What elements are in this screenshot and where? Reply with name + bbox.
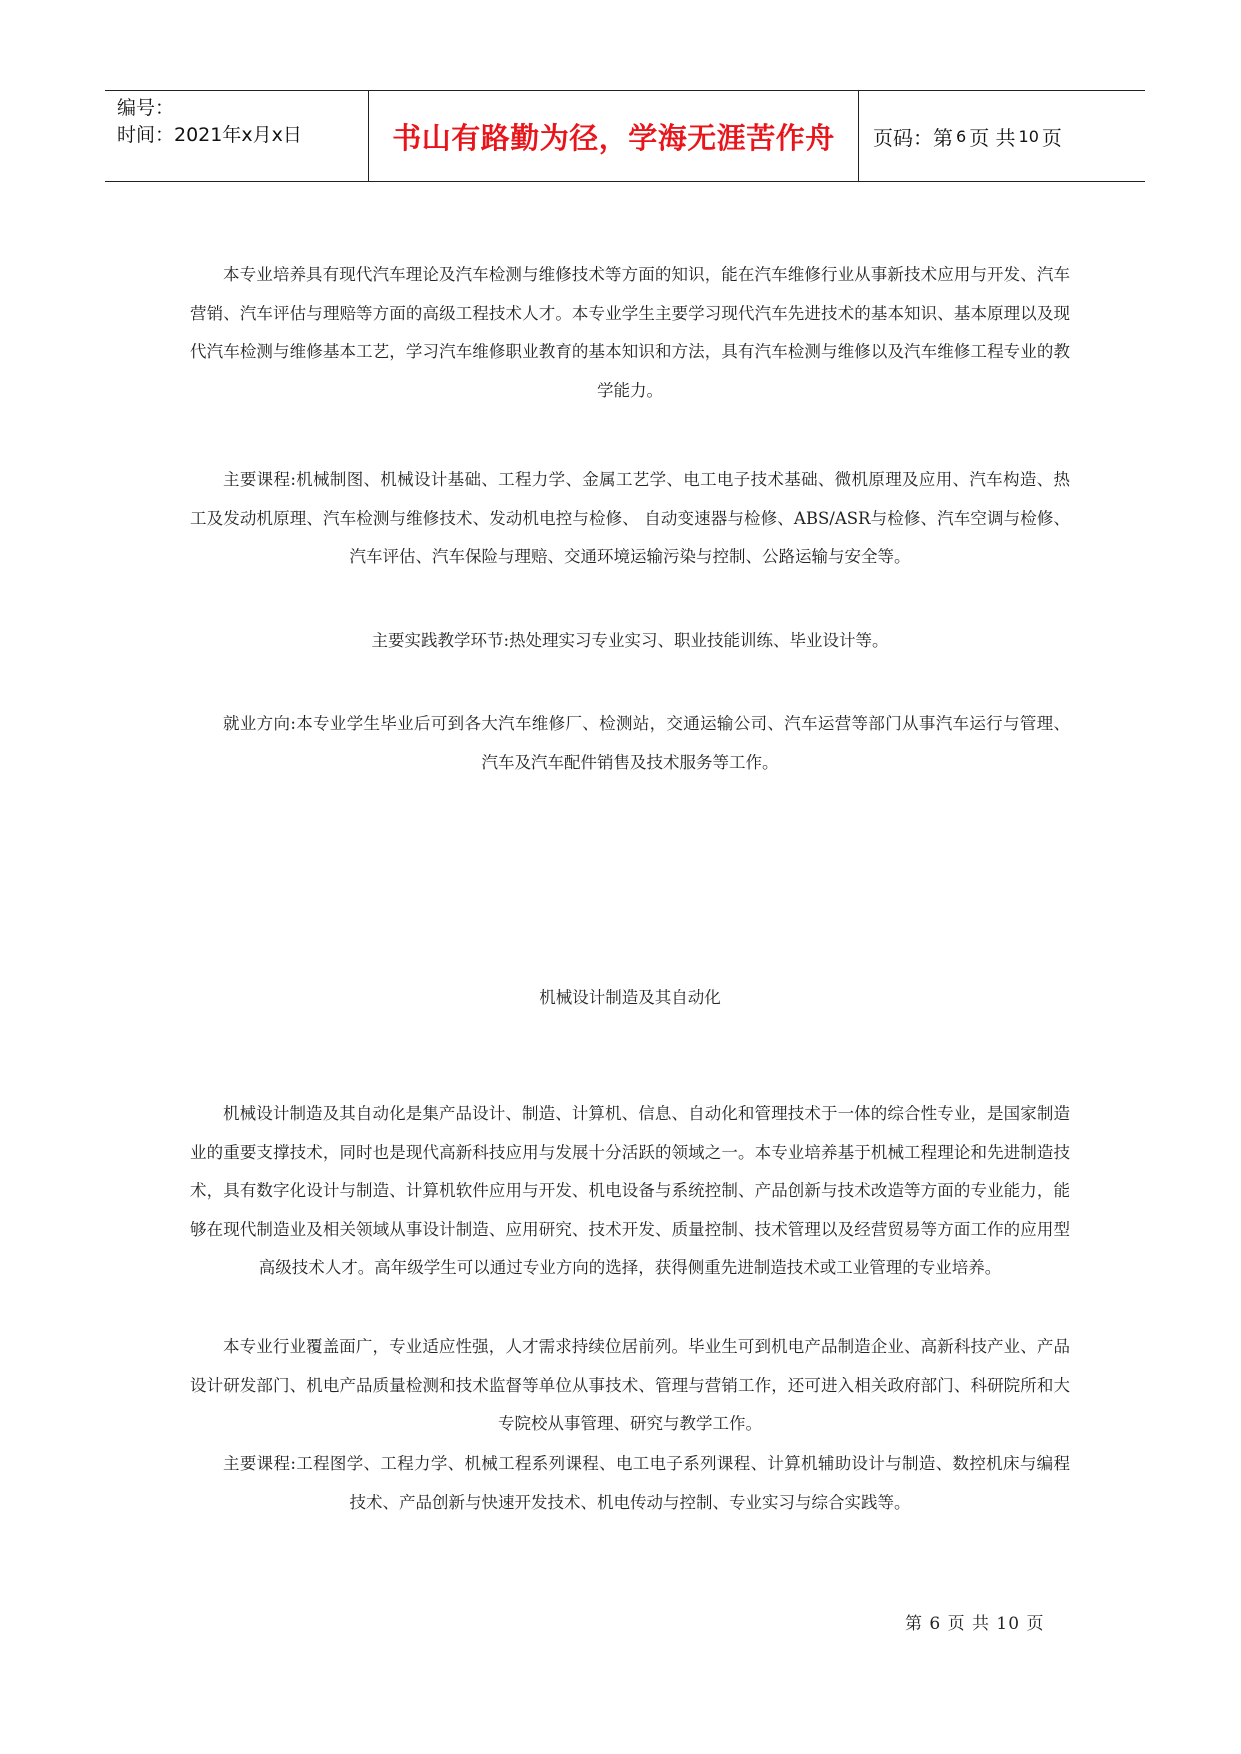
section2-title: 机械设计制造及其自动化 xyxy=(539,988,721,1007)
page-prefix: 页码：第 xyxy=(873,125,953,150)
section2-intro: 机械设计制造及其自动化是集产品设计、制造、计算机、信息、自动化和管理技术于一体的综合性专业，是国家制造业的重要支撑技术，同时也是现代高新科技应用与发展十分活跃的领域之一。本专业培养基于机械工程理论和先进制造技术，具有数字化设计与制造、计算机软件应用与开发、机电设备与系统控制、产品创新与技术改造等方面的专业能力，能够在现代制造业及相关领域从事设计制造、应用研究、技术开发、质量控制、技术管理以及经营贸易等方面工作的应用型高级技术人才。高年级学生可以通过专业方向的选择，获得侧重先进制造技术或工业管理的专业培养。 xyxy=(190,1104,1070,1277)
page-footer: 第 6 页 共 10 页 xyxy=(905,1614,1045,1634)
document-number-label: 编号： xyxy=(117,97,175,119)
section1-practice: 主要实践教学环节:热处理实习专业实习、职业技能训练、毕业设计等。 xyxy=(371,631,889,650)
header-meta xyxy=(105,91,369,181)
header-page-indicator xyxy=(859,91,1145,181)
section2-courses: 主要课程:工程图学、工程力学、机械工程系列课程、电工电子系列课程、计算机辅助设计与制造、数控机床与编程技术、产品创新与快速开发技术、机电传动与控制、专业实习与综合实践等。 xyxy=(223,1454,1070,1512)
page-suffix: 页 xyxy=(1041,125,1062,150)
section1-employment: 就业方向:本专业学生毕业后可到各大汽车维修厂、检测站，交通运输公司、汽车运营等部门从事汽车运行与管理、汽车及汽车配件销售及技术服务等工作。 xyxy=(223,714,1070,772)
page-current: 6 xyxy=(956,126,967,146)
section2-coverage: 本专业行业覆盖面广，专业适应性强，人才需求持续位居前列。毕业生可到机电产品制造企业、高新科技产业、产品设计研发部门、机电产品质量检测和技术监督等单位从事技术、管理与营销工作，还可进入相关政府部门、科研院所和大专院校从事管理、研究与教学工作。 xyxy=(190,1337,1070,1433)
page-total: 10 xyxy=(1018,126,1039,146)
page-mid: 页 共 xyxy=(969,125,1016,150)
header-slogan: 书山有路勤为径，学海无涯苦作舟 xyxy=(369,91,859,181)
section1-intro: 本专业培养具有现代汽车理论及汽车检测与维修技术等方面的知识，能在汽车维修行业从事新技术应用与开发、汽车营销、汽车评估与理赔等方面的高级工程技术人才。本专业学生主要学习现代汽车先进技术的基本知识、基本原理以及现代汽车检测与维修基本工艺，学习汽车维修职业教育的基本知识和方法，具有汽车检测与维修以及汽车维修工程专业的教学能力。 xyxy=(190,265,1070,400)
section1-courses: 主要课程:机械制图、机械设计基础、工程力学、金属工艺学、电工电子技术基础、微机原理及应用、汽车构造、热工及发动机原理、汽车检测与维修技术、发动机电控与检修、 自动变速器与检修、ABS/ASR与检修、汽车空调与检修、汽车评估、汽车保险与理赔、交通环境运输污染与控制、公路运输与安全等。 xyxy=(190,470,1070,566)
page-header xyxy=(105,90,1145,182)
document-time-label: 时间：2021年x月x日 xyxy=(117,124,302,146)
